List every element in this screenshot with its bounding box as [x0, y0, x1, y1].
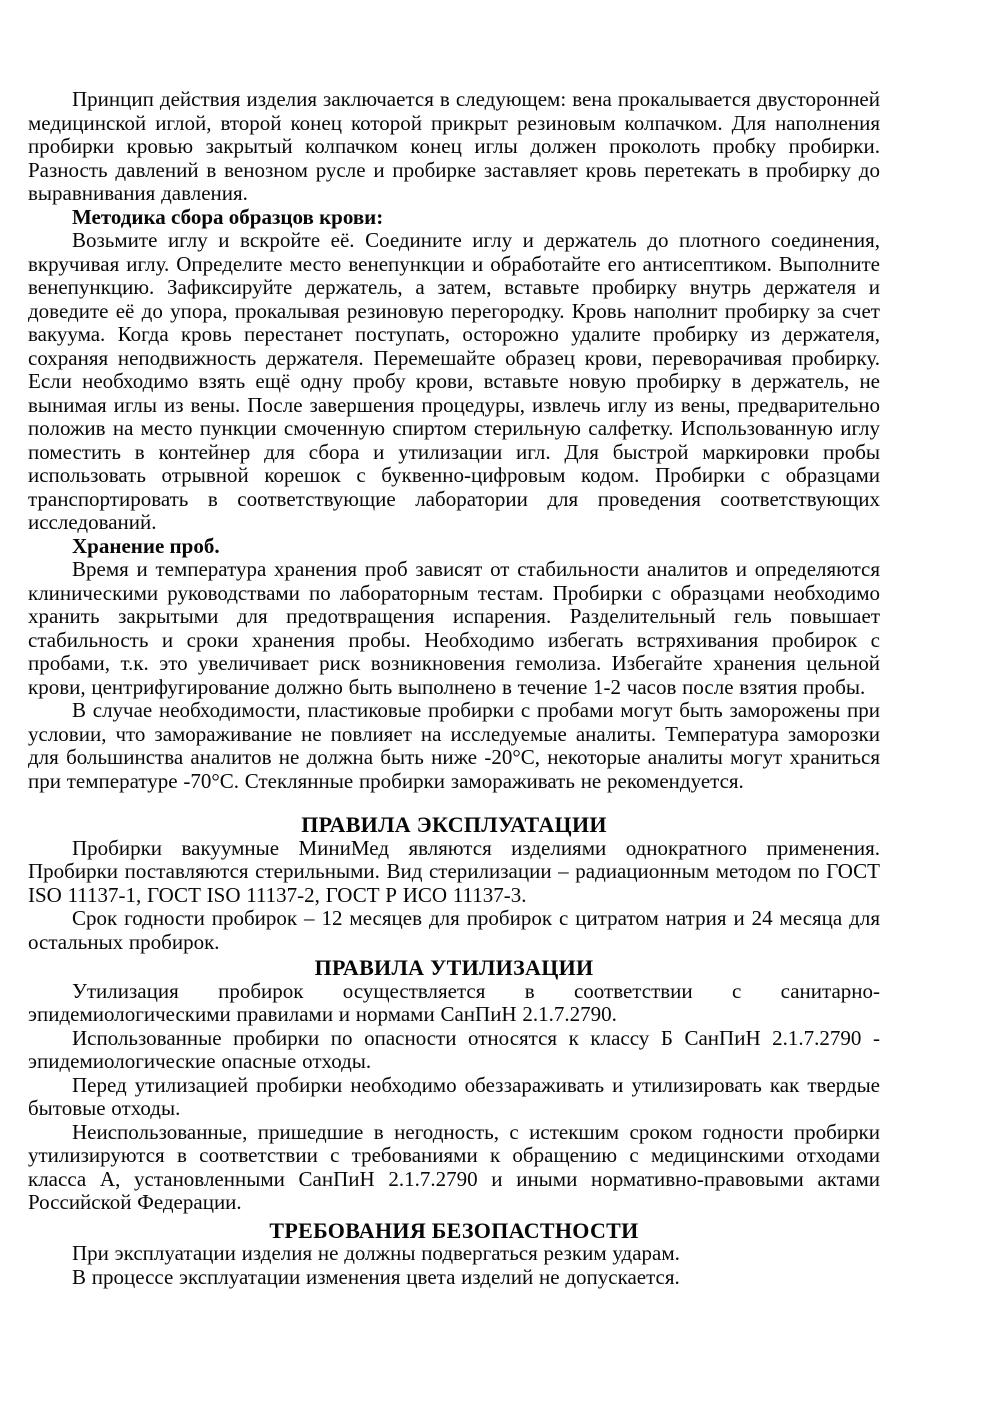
paragraph-operating-principle: Принцип действия изделия заключается в следующем: вена прокалывается двусторонней медицинской иглой, второй конец которой прикрыт резиновым колпачком. Для наполнения пробирки кровью закрытый колпачком конец иглы должен проколоть пробку пробирки. Разность давлений в венозном русле и пробирке заставляет кровь перетекать в пробирку до выравнивания давления. [28, 87, 880, 205]
paragraph-used-tubes-class: Использованные пробирки по опасности относятся к классу Б СанПиН 2.1.7.2790 - эпидемиологические опасные отходы. [28, 1025, 880, 1073]
paragraph-unused-tubes-disposal: Неиспользованные, пришедшие в негодность, с истекшим сроком годности пробирки утилизируются в соответствии с требованиями к обращению с медицинскими отходами класса А, установленными СанПиН 2.1.7.2790 и иными нормативно-правовыми актами Российской Федерации. [28, 1119, 880, 1214]
subheading-sample-storage: Хранение проб. [72, 533, 220, 558]
section-heading-disposal-rules: ПРАВИЛА УТИЛИЗАЦИИ [314, 955, 594, 980]
paragraph-collection-procedure: Возьмите иглу и вскройте её. Соедините иглу и держатель до плотного соединения, вкручивая иглу. Определите место венепункции и обработайте его антисептиком. Выполните венепункцию. Зафиксируйте держатель, а затем, вставьте пробирку внутрь держателя и доведите её до упора, прокалывая резиновую перегородку. Кровь наполнит пробирку за счет вакуума. Когда кровь перестанет поступать, осторожно удалите пробирку из держателя, сохраняя неподвижность держателя. Перемешайте образец крови, переворачивая пробирку. Если необходимо взять ещё одну пробу крови, вставьте новую пробирку в держатель, не вынимая иглы из вены. После завершения процедуры, извлечь иглу из вены, предварительно положив на место пункции смоченную спиртом стерильную салфетку. Использованную иглу поместить в контейнер для сбора и утилизации игл. Для быстрой маркировки пробы использовать отрывной корешок с буквенно-цифровым кодом. Пробирки с образцами транспортировать в соответствующие лаборатории для проведения соответствующих исследований. [28, 228, 880, 534]
paragraph-disinfection-before-disposal: Перед утилизацией пробирки необходимо обеззараживать и утилизировать как твердые бытовые отходы. [28, 1072, 880, 1120]
paragraph-no-sharp-impacts: При эксплуатации изделия не должны подвергаться резким ударам. [72, 1241, 680, 1265]
document-content [28, 88, 880, 1289]
paragraph-disposal-sanpin: Утилизация пробирок осуществляется в соответствии с санитарно-эпидемиологическими правилами и нормами СанПиН 2.1.7.2790. [28, 978, 880, 1026]
section-heading-operating-rules: ПРАВИЛА ЭКСПЛУАТАЦИИ [301, 812, 607, 837]
paragraph-no-color-change: В процессе эксплуатации изменения цвета изделий не допускается. [72, 1264, 680, 1289]
paragraph-shelf-life: Срок годности пробирок – 12 месяцев для пробирок с цитратом натрия и 24 месяца для остальных пробирок. [28, 906, 880, 954]
section-heading-safety-requirements: ТРЕБОВАНИЯ БЕЗОПАСТНОСТИ [269, 1217, 639, 1243]
subheading-blood-collection-method: Методика сбора образцов крови: [72, 204, 384, 229]
paragraph-storage-conditions: Время и температура хранения проб зависят от стабильности аналитов и определяются клиническими руководствами по лабораторным тестам. Пробирки с образцами необходимо хранить закрытыми для предотвращения испарения. Разделительный гель повышает стабильность и сроки хранения пробы. Необходимо избегать встряхивания пробирок с пробами, т.к. это увеличивает риск возникновения гемолиза. Избегайте хранения цельной крови, центрифугирование должно быть выполнено в течение 1-2 часов после взятия пробы. [28, 557, 880, 699]
paragraph-sterilization: Пробирки вакуумные МиниМед являются изделиями однократного применения. Пробирки поставляются стерильными. Вид стерилизации – радиационным методом по ГОСТ ISO 11137-1, ГОСТ ISO 11137-2, ГОСТ Р ИСО 11137-3. [28, 835, 880, 907]
paragraph-freezing-conditions: В случае необходимости, пластиковые пробирки с пробами могут быть заморожены при условии, что замораживание не повлияет на исследуемые аналиты. Температура заморозки для большинства аналитов не должна быть ниже -20°С, некоторые аналиты могут храниться при температуре -70°С. Стеклянные пробирки замораживать не рекомендуется. [28, 698, 880, 793]
